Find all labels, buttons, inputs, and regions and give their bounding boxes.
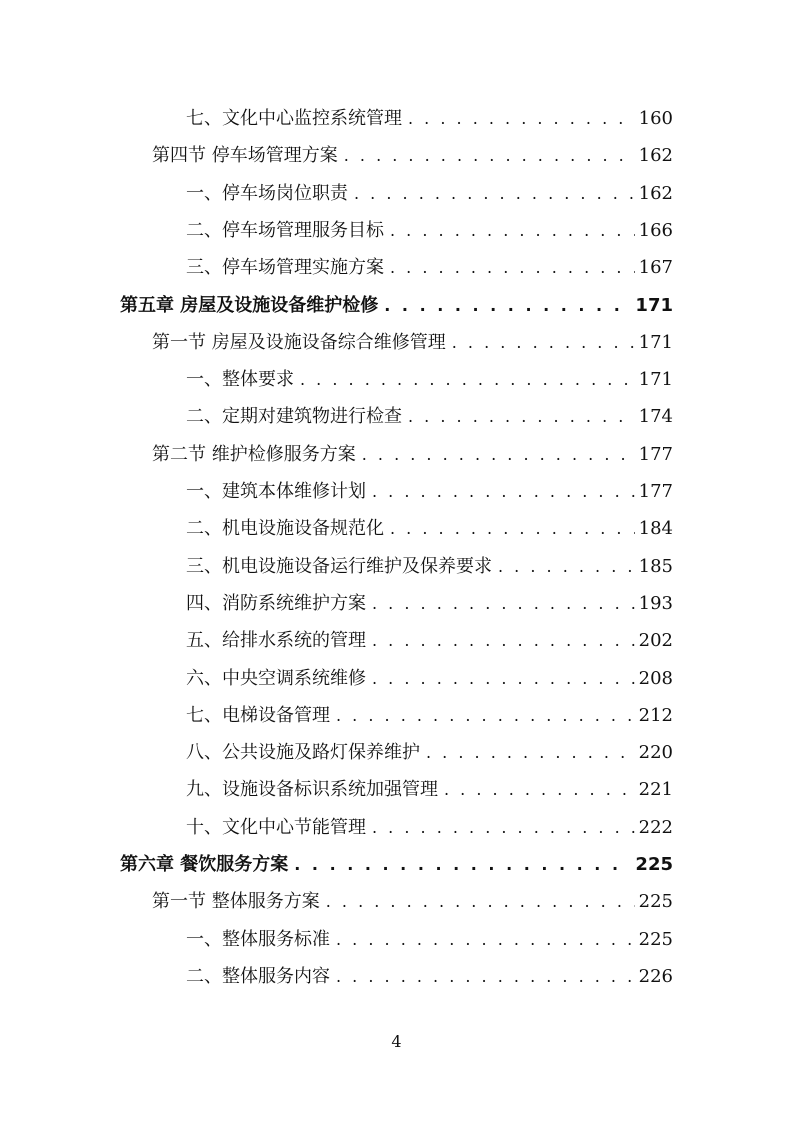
dot-leader bbox=[372, 809, 635, 846]
dot-leader bbox=[384, 287, 631, 324]
dot-leader bbox=[344, 137, 635, 174]
dot-leader bbox=[372, 622, 635, 659]
toc-subsection-entry[interactable] bbox=[186, 809, 673, 846]
toc-entry-title: 三、机电设施设备运行维护及保养要求 bbox=[186, 555, 492, 577]
dot-leader bbox=[372, 473, 635, 510]
toc-subsection-entry[interactable] bbox=[186, 622, 673, 659]
toc-subsection-entry[interactable] bbox=[186, 398, 673, 435]
toc-entry-page-number: 162 bbox=[638, 145, 673, 167]
toc-entry-page-number: 160 bbox=[638, 108, 673, 129]
toc-subsection-entry[interactable] bbox=[186, 100, 673, 137]
toc-entry-page-number: 171 bbox=[638, 369, 673, 391]
toc-entry-title: 十、文化中心节能管理 bbox=[186, 816, 366, 838]
toc-chapter-entry[interactable] bbox=[120, 287, 673, 324]
toc-subsection-entry[interactable] bbox=[186, 958, 673, 995]
dot-leader bbox=[372, 660, 635, 697]
toc-entry-title: 第四节 停车场管理方案 bbox=[152, 145, 338, 167]
dot-leader bbox=[354, 175, 635, 212]
dot-leader bbox=[326, 883, 635, 920]
toc-entry-title: 二、停车场管理服务目标 bbox=[186, 219, 384, 241]
dot-leader bbox=[444, 771, 635, 808]
toc-entry-title: 第一节 房屋及设施设备综合维修管理 bbox=[152, 331, 446, 353]
toc-entry-title: 四、消防系统维护方案 bbox=[186, 592, 366, 614]
toc-entry-title: 九、设施设备标识系统加强管理 bbox=[186, 779, 438, 801]
toc-entry-title: 七、文化中心监控系统管理 bbox=[186, 108, 402, 129]
dot-leader bbox=[390, 510, 635, 547]
dot-leader bbox=[390, 212, 635, 249]
toc-subsection-entry[interactable] bbox=[186, 660, 673, 697]
toc-entry-title: 三、停车场管理实施方案 bbox=[186, 257, 384, 279]
toc-section-entry[interactable] bbox=[152, 436, 673, 473]
toc-subsection-entry[interactable] bbox=[186, 473, 673, 510]
toc-entry-page-number: 202 bbox=[638, 630, 673, 652]
toc-subsection-entry[interactable] bbox=[186, 175, 673, 212]
dot-leader bbox=[372, 585, 635, 622]
dot-leader bbox=[408, 398, 635, 435]
toc-entry-title: 二、整体服务内容 bbox=[186, 965, 330, 987]
toc-subsection-entry[interactable] bbox=[186, 249, 673, 286]
toc-entry-title: 一、建筑本体维修计划 bbox=[186, 481, 366, 502]
toc-subsection-entry[interactable] bbox=[186, 548, 673, 585]
dot-leader bbox=[300, 361, 635, 398]
toc-subsection-entry[interactable] bbox=[186, 585, 673, 622]
toc-entry-page-number: 171 bbox=[638, 331, 673, 353]
toc-section-entry[interactable] bbox=[152, 137, 673, 174]
toc-entry-page-number: 177 bbox=[638, 443, 673, 465]
toc-entry-title: 第二节 维护检修服务方案 bbox=[152, 443, 356, 465]
dot-leader bbox=[390, 249, 635, 286]
dot-leader bbox=[408, 100, 635, 137]
toc-chapter-entry[interactable] bbox=[120, 846, 673, 883]
toc-entry-title: 二、定期对建筑物进行检查 bbox=[186, 406, 402, 428]
toc-subsection-entry[interactable] bbox=[186, 697, 673, 734]
toc-entry-page-number: 185 bbox=[638, 555, 673, 577]
toc-entry-page-number: 225 bbox=[638, 928, 673, 950]
toc-section-entry[interactable] bbox=[152, 324, 673, 361]
toc-entry-title: 六、中央空调系统维修 bbox=[186, 667, 366, 689]
toc-entry-title: 七、电梯设备管理 bbox=[186, 704, 330, 726]
dot-leader bbox=[336, 921, 635, 958]
dot-leader bbox=[294, 846, 631, 883]
toc-subsection-entry[interactable] bbox=[186, 212, 673, 249]
toc-entry-title: 五、给排水系统的管理 bbox=[186, 630, 366, 652]
toc-entry-title: 一、整体服务标准 bbox=[186, 928, 330, 950]
dot-leader bbox=[362, 436, 635, 473]
dot-leader bbox=[336, 958, 635, 995]
toc-entry-page-number: 226 bbox=[638, 965, 673, 987]
toc-entry-title: 第一节 整体服务方案 bbox=[152, 891, 320, 913]
toc-entry-page-number: 171 bbox=[635, 294, 673, 316]
toc-entry-page-number: 225 bbox=[638, 891, 673, 913]
toc-subsection-entry[interactable] bbox=[186, 921, 673, 958]
toc-entry-page-number: 208 bbox=[638, 667, 673, 689]
dot-leader bbox=[498, 548, 635, 585]
dot-leader bbox=[452, 324, 635, 361]
dot-leader bbox=[426, 734, 635, 771]
toc-entry-page-number: 221 bbox=[638, 779, 673, 801]
toc-entry-title: 第五章 房屋及设施设备维护检修 bbox=[120, 294, 379, 316]
toc-section-entry[interactable] bbox=[152, 883, 673, 920]
toc-entry-title: 一、整体要求 bbox=[186, 369, 294, 391]
page-number: 4 bbox=[391, 1032, 402, 1051]
toc-entry-page-number: 177 bbox=[638, 481, 673, 502]
toc-entry-page-number: 174 bbox=[638, 406, 673, 428]
toc-entry-page-number: 167 bbox=[638, 257, 673, 279]
toc-entry-title: 二、机电设施设备规范化 bbox=[186, 518, 384, 540]
toc-entry-title: 八、公共设施及路灯保养维护 bbox=[186, 742, 420, 764]
toc-entry-title: 第六章 餐饮服务方案 bbox=[120, 854, 289, 875]
toc-subsection-entry[interactable] bbox=[186, 771, 673, 808]
dot-leader bbox=[336, 697, 635, 734]
toc-subsection-entry[interactable] bbox=[186, 361, 673, 398]
toc-entry-title: 一、停车场岗位职责 bbox=[186, 182, 348, 204]
toc-subsection-entry[interactable] bbox=[186, 510, 673, 547]
toc-entry-page-number: 212 bbox=[638, 704, 673, 726]
toc-entry-page-number: 184 bbox=[638, 518, 673, 540]
toc-entry-page-number: 225 bbox=[635, 854, 673, 875]
toc-entry-page-number: 220 bbox=[638, 742, 673, 764]
toc-entry-page-number: 166 bbox=[638, 219, 673, 241]
toc-entry-page-number: 162 bbox=[638, 182, 673, 204]
toc-entry-page-number: 193 bbox=[638, 592, 673, 614]
toc-entry-page-number: 222 bbox=[638, 816, 673, 838]
toc-subsection-entry[interactable] bbox=[186, 734, 673, 771]
